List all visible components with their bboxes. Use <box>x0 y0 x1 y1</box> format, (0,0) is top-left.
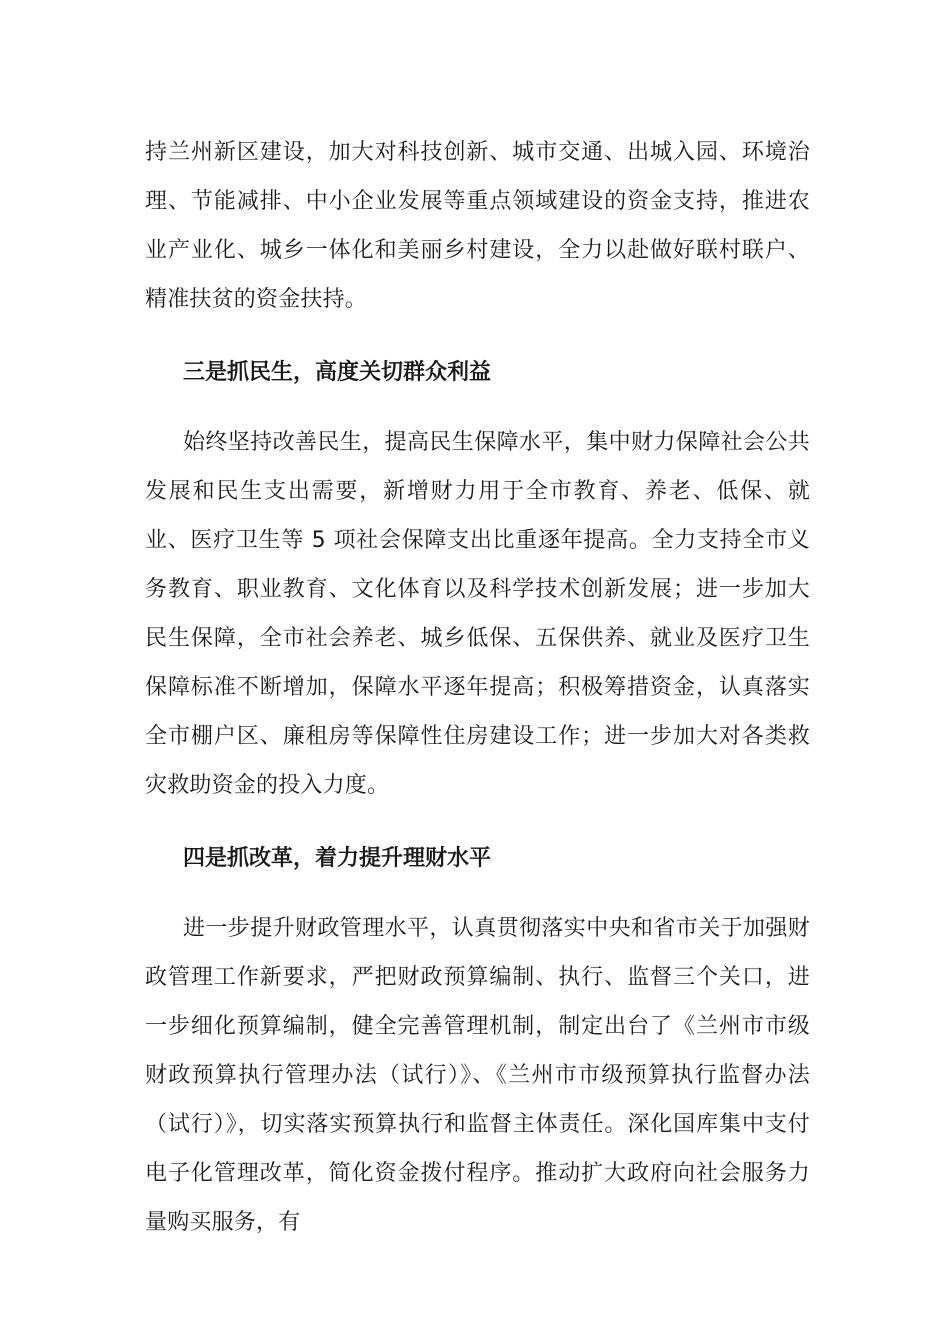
section-heading-livelihood: 三是抓民生，高度关切群众利益 <box>183 360 492 385</box>
section-heading-reform: 四是抓改革，着力提升理财水平 <box>183 846 492 871</box>
paragraph-funding-support: 持兰州新区建设，加大对科技创新、城市交通、出城入园、环境治理、节能减排、中小企业发展等重点领域建设的资金支持，推进农业产业化、城乡一体化和美丽乡村建设，全力以赴做好联村联户、精准扶贫的资金扶持。 <box>145 140 810 312</box>
paragraph-reform: 进一步提升财政管理水平，认真贯彻落实中央和省市关于加强财政管理工作新要求，严把财政预算编制、执行、监督三个关口，进一步细化预算编制，健全完善管理机制，制定出台了《兰州市市级财政预算执行管理办法（试行）》、《兰州市市级预算执行监督办法（试行）》，切实落实预算执行和监督主体责任。深化国库集中支付电子化管理改革，简化资金拨付程序。推动扩大政府向社会服务力量购买服务，有 <box>145 916 810 1235</box>
document-body <box>145 128 810 1247</box>
paragraph-livelihood: 始终坚持改善民生，提高民生保障水平，集中财力保障社会公共发展和民生支出需要，新增财力用于全市教育、养老、低保、就业、医疗卫生等 5 项社会保障支出比重逐年提高。全力支持全市义务教育、职业教育、文化体育以及科学技术创新发展；进一步加大民生保障，全市社会养老、城乡低保、五保供养、就业及医疗卫生保障标准不断增加，保障水平逐年提高；积极筹措资金，认真落实全市棚户区、廉租房等保障性住房建设工作；进一步加大对各类救灾救助资金的投入力度。 <box>145 430 810 798</box>
